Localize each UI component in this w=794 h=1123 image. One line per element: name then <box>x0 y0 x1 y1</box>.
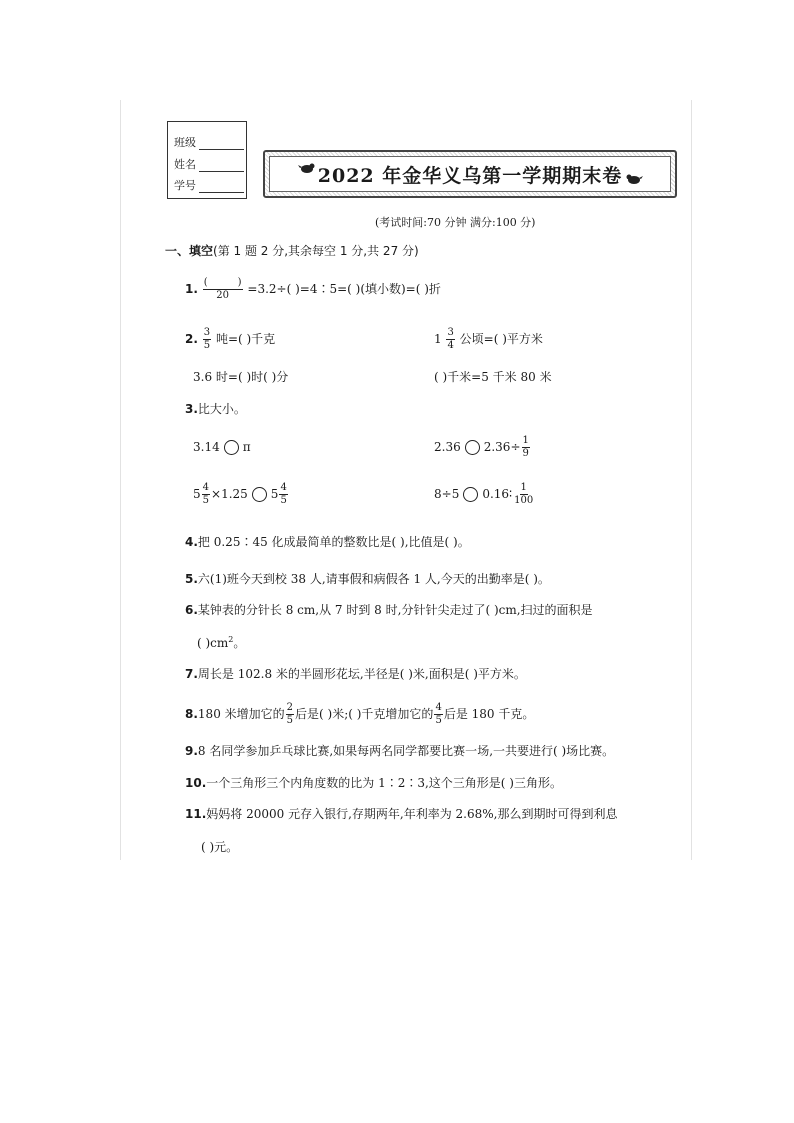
question-4[interactable]: 4.把 0.25∶45 化成最简单的整数比是( ),比值是( )。 <box>185 535 470 549</box>
question-2c[interactable]: 3.6 时=( )时( )分 <box>193 370 289 384</box>
fraction: $\frac{3}{4}$ <box>447 327 454 351</box>
exam-title: 2022 年金华义乌第一学期期末卷 <box>317 164 623 187</box>
question-3d: 8÷5 0.16∶ $\frac{1}{100}$ <box>434 482 534 506</box>
name-label: 姓名 <box>174 158 196 171</box>
section-note: (第 1 题 2 分,其余每空 1 分,共 27 分) <box>213 244 419 258</box>
question-1: 1. $\frac{( )}{20}$ =3.2÷( )=4∶5=( )(填小数)=( )折 <box>185 277 441 301</box>
section-label: 一、填空 <box>165 244 214 258</box>
student-info-box <box>167 121 247 199</box>
student-id-field[interactable] <box>174 177 244 193</box>
question-3c: 5 $\frac{4}{5}$ ×1.25 5 $\frac{4}{5}$ <box>193 482 287 506</box>
question-8[interactable]: 8.180 米增加它的 $\frac{2}{5}$ 后是( )米;( )千克增加它的 $\frac{4}{5}$ 后是 180 千克。 <box>185 702 535 726</box>
question-2d[interactable]: ( )千米=5 千米 80 米 <box>434 370 552 384</box>
title-banner <box>263 150 677 198</box>
question-11: 11.妈妈将 20000 元存入银行,存期两年,年利率为 2.68%,那么到期时可得到利息 <box>185 807 618 821</box>
answer-blank[interactable]: ( ) <box>203 277 242 288</box>
question-11-continued[interactable]: ( )元。 <box>201 840 239 854</box>
bird-decoration-icon <box>298 162 316 174</box>
bird-decoration-icon <box>625 173 643 185</box>
name-field[interactable] <box>174 156 244 172</box>
question-5[interactable]: 5.六(1)班今天到校 38 人,请事假和病假各 1 人,今天的出勤率是( )。 <box>185 572 550 586</box>
exam-subtitle: (考试时间:70 分钟 满分:100 分) <box>375 216 536 229</box>
question-2b-text[interactable]: 公顷=( )平方米 <box>459 332 543 346</box>
question-7[interactable]: 7.周长是 102.8 米的半圆形花坛,半径是( )米,面积是( )平方米。 <box>185 667 526 681</box>
student-id-label: 学号 <box>174 179 196 192</box>
question-3a: 3.14 π <box>193 440 251 454</box>
compare-circle[interactable] <box>465 440 480 455</box>
question-3b: 2.36 2.36÷ $\frac{1}{9}$ <box>434 435 529 459</box>
compare-circle[interactable] <box>252 487 267 502</box>
question-10[interactable]: 10.一个三角形三个内角度数的比为 1∶2∶3,这个三角形是( )三角形。 <box>185 776 562 790</box>
page-edge-right <box>691 100 692 860</box>
page-edge-left <box>120 100 121 860</box>
question-2a: 2. $\frac{3}{5}$ 吨=( )千克 <box>185 327 276 351</box>
fraction: $\frac{( )}{20}$ <box>203 277 242 301</box>
question-3: 3.比大小。 <box>185 402 246 416</box>
compare-circle[interactable] <box>463 487 478 502</box>
question-6[interactable]: 6.某钟表的分针长 8 cm,从 7 时到 8 时,分针针尖走过了( )cm,扫过的面积是 <box>185 603 593 617</box>
class-field[interactable] <box>174 134 244 150</box>
question-6-continued[interactable]: ( )$cm^2$。 <box>197 635 246 650</box>
question-2b: 1 $\frac{3}{4}$ 公顷=( )平方米 <box>434 327 543 351</box>
compare-circle[interactable] <box>224 440 239 455</box>
fraction: $\frac{3}{5}$ <box>203 327 211 351</box>
question-1-text: =3.2÷( )=4∶5=( )(填小数)=( )折 <box>247 282 441 296</box>
question-9[interactable]: 9.8 名同学参加乒乓球比赛,如果每两名同学都要比赛一场,一共要进行( )场比赛。 <box>185 744 615 758</box>
question-2a-text[interactable]: 吨=( )千克 <box>215 332 276 346</box>
section-header <box>165 245 419 257</box>
class-label: 班级 <box>174 136 196 149</box>
